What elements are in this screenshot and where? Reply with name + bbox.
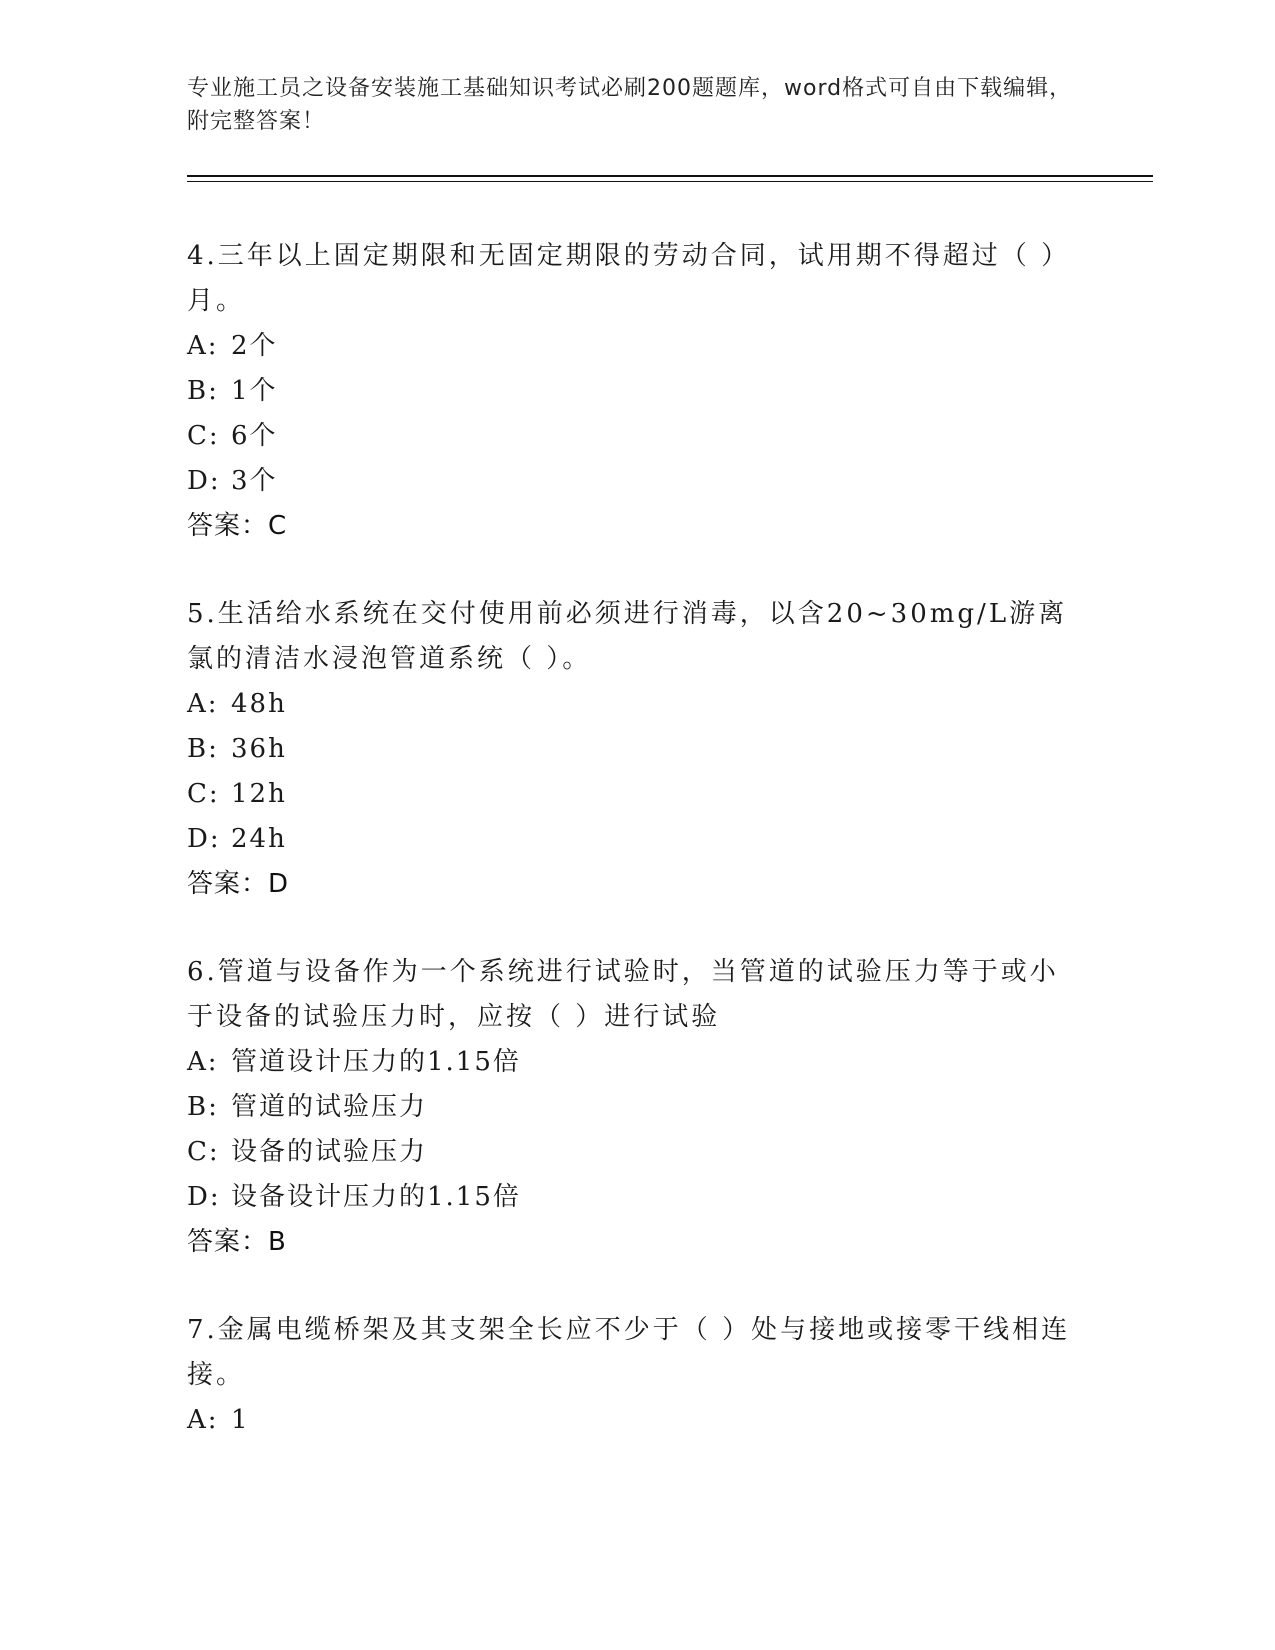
option-a <box>187 682 1077 727</box>
header-divider-thin <box>187 181 1153 182</box>
option-list <box>187 1040 1077 1220</box>
option-b <box>187 727 1077 772</box>
option-a <box>187 1398 1077 1443</box>
option-c <box>187 1130 1077 1175</box>
question-6 <box>187 950 1077 1265</box>
option-c <box>187 772 1077 817</box>
option-letter: A: <box>187 1047 219 1077</box>
option-list <box>187 1398 1077 1443</box>
option-d <box>187 1175 1077 1220</box>
option-text: 设备的试验压力 <box>231 1137 428 1167</box>
option-letter: A: <box>187 331 219 361</box>
question-stem: 4.三年以上固定期限和无固定期限的劳动合同，试用期不得超过（ ）月。 <box>187 241 1071 316</box>
header-divider-thick <box>187 175 1153 177</box>
option-text: 管道设计压力的1.15倍 <box>231 1047 521 1077</box>
answer-line: 答案：B <box>187 1227 287 1257</box>
option-text: 1个 <box>231 376 278 406</box>
option-letter: C: <box>187 1137 220 1167</box>
option-text: 管道的试验压力 <box>231 1092 428 1122</box>
option-letter: C: <box>187 779 220 809</box>
option-list <box>187 324 1077 504</box>
option-text: 12h <box>231 779 287 809</box>
option-text: 24h <box>231 824 287 854</box>
option-text: 3个 <box>231 466 278 496</box>
option-letter: C: <box>187 421 220 451</box>
document-header: 专业施工员之设备安装施工基础知识考试必刷200题题库，word格式可自由下载编辑，附完整答案！ <box>187 76 1073 134</box>
question-list <box>187 234 1077 1486</box>
answer-line: 答案：D <box>187 869 290 899</box>
option-text: 设备设计压力的1.15倍 <box>231 1182 521 1212</box>
option-text: 36h <box>231 734 287 764</box>
option-c <box>187 414 1077 459</box>
option-letter: D: <box>187 824 221 854</box>
option-letter: D: <box>187 1182 221 1212</box>
option-text: 2个 <box>231 331 278 361</box>
question-stem: 7.金属电缆桥架及其支架全长应不少于（ ）处与接地或接零干线相连接。 <box>187 1315 1071 1390</box>
option-d <box>187 459 1077 504</box>
question-7 <box>187 1308 1077 1443</box>
option-b <box>187 1085 1077 1130</box>
option-letter: B: <box>187 376 219 406</box>
option-letter: D: <box>187 466 221 496</box>
option-letter: B: <box>187 734 219 764</box>
option-b <box>187 369 1077 414</box>
option-a <box>187 1040 1077 1085</box>
option-list <box>187 682 1077 862</box>
option-text: 1 <box>231 1405 250 1435</box>
option-letter: A: <box>187 689 219 719</box>
option-a <box>187 324 1077 369</box>
question-5 <box>187 592 1077 907</box>
question-4 <box>187 234 1077 549</box>
question-stem: 5.生活给水系统在交付使用前必须进行消毒，以含20~30mg/L游离氯的清洁水浸泡管道系统（ ）。 <box>187 599 1068 674</box>
question-stem: 6.管道与设备作为一个系统进行试验时，当管道的试验压力等于或小于设备的试验压力时，应按（ ）进行试验 <box>187 957 1059 1032</box>
option-text: 48h <box>231 689 287 719</box>
option-d <box>187 817 1077 862</box>
answer-line: 答案：C <box>187 511 288 541</box>
option-letter: A: <box>187 1405 219 1435</box>
option-text: 6个 <box>231 421 278 451</box>
option-letter: B: <box>187 1092 219 1122</box>
